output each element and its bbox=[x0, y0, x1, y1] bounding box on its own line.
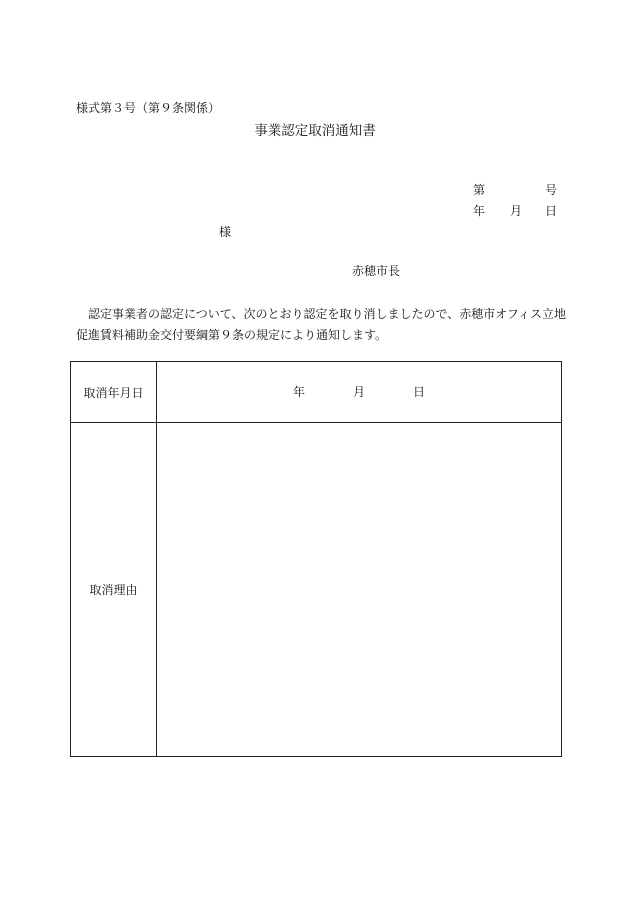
issue-date-day: 日 bbox=[545, 204, 558, 218]
cancel-date-fields bbox=[157, 362, 561, 422]
cancel-date-row bbox=[71, 362, 562, 423]
cancel-date-year: 年 bbox=[293, 385, 306, 399]
issuer-name: 赤穂市長 bbox=[352, 264, 401, 278]
issue-date-month: 月 bbox=[510, 204, 523, 218]
form-number: 様式第３号（第９条関係） bbox=[76, 101, 221, 115]
document-title: 事業認定取消通知書 bbox=[254, 123, 376, 139]
notice-body-line: 認定事業者の認定について、次のとおり認定を取り消しましたので、赤穂市オフィス立地 bbox=[76, 307, 566, 321]
cancel-reason-value bbox=[157, 423, 562, 757]
cancel-date-label: 取消年月日 bbox=[71, 362, 157, 423]
notice-body bbox=[76, 304, 566, 346]
cancel-date-day: 日 bbox=[413, 385, 426, 399]
notice-body-line: 促進賃料補助金交付要綱第９条の規定により通知します。 bbox=[76, 328, 388, 342]
cancel-date-value bbox=[157, 362, 562, 423]
cancel-reason-row bbox=[71, 423, 562, 757]
issue-date-year: 年 bbox=[473, 204, 486, 218]
cancel-date-month: 月 bbox=[353, 385, 366, 399]
document-number-prefix: 第 bbox=[473, 183, 486, 197]
document-number-suffix: 号 bbox=[545, 183, 558, 197]
cancellation-table bbox=[70, 361, 562, 757]
cancel-reason-label: 取消理由 bbox=[71, 423, 157, 757]
recipient-honorific: 様 bbox=[219, 225, 232, 239]
